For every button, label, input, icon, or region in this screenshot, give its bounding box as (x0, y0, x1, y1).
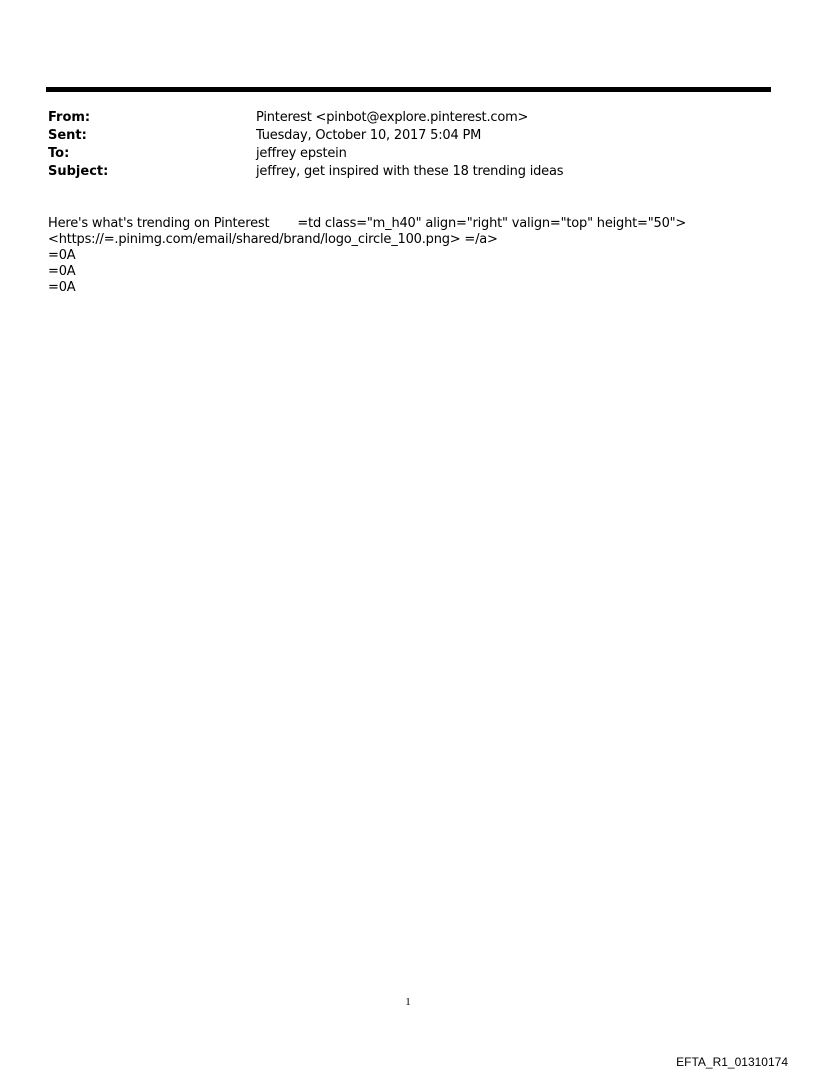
subject-label: Subject: (48, 163, 109, 179)
to-row (48, 144, 768, 162)
header-divider (46, 87, 771, 92)
body-line: =0A (48, 280, 76, 295)
subject-value: jeffrey, get inspired with these 18 trending ideas (256, 163, 564, 179)
body-html-fragment: =td class="m_h40" align="right" valign="top" height="50"> (297, 216, 687, 231)
from-label: From: (48, 109, 91, 125)
body-intro-text: Here's what's trending on Pinterest (48, 216, 270, 231)
body-line: =0A (48, 248, 76, 263)
body-line: =0A (48, 264, 76, 279)
page-number: 1 (405, 996, 411, 1008)
body-line (48, 216, 768, 232)
from-value: Pinterest <pinbot@explore.pinterest.com> (256, 109, 529, 125)
from-row (48, 108, 768, 126)
bates-number: EFTA_R1_01310174 (676, 1055, 788, 1069)
email-body (48, 216, 768, 296)
body-line: <https://=.pinimg.com/email/shared/brand/logo_circle_100.png> =/a> (48, 232, 498, 247)
to-label: To: (48, 145, 70, 161)
to-value: jeffrey epstein (256, 145, 347, 161)
subject-row (48, 162, 768, 180)
email-header (48, 108, 768, 180)
sent-row (48, 126, 768, 144)
sent-value: Tuesday, October 10, 2017 5:04 PM (256, 127, 482, 143)
sent-label: Sent: (48, 127, 87, 143)
